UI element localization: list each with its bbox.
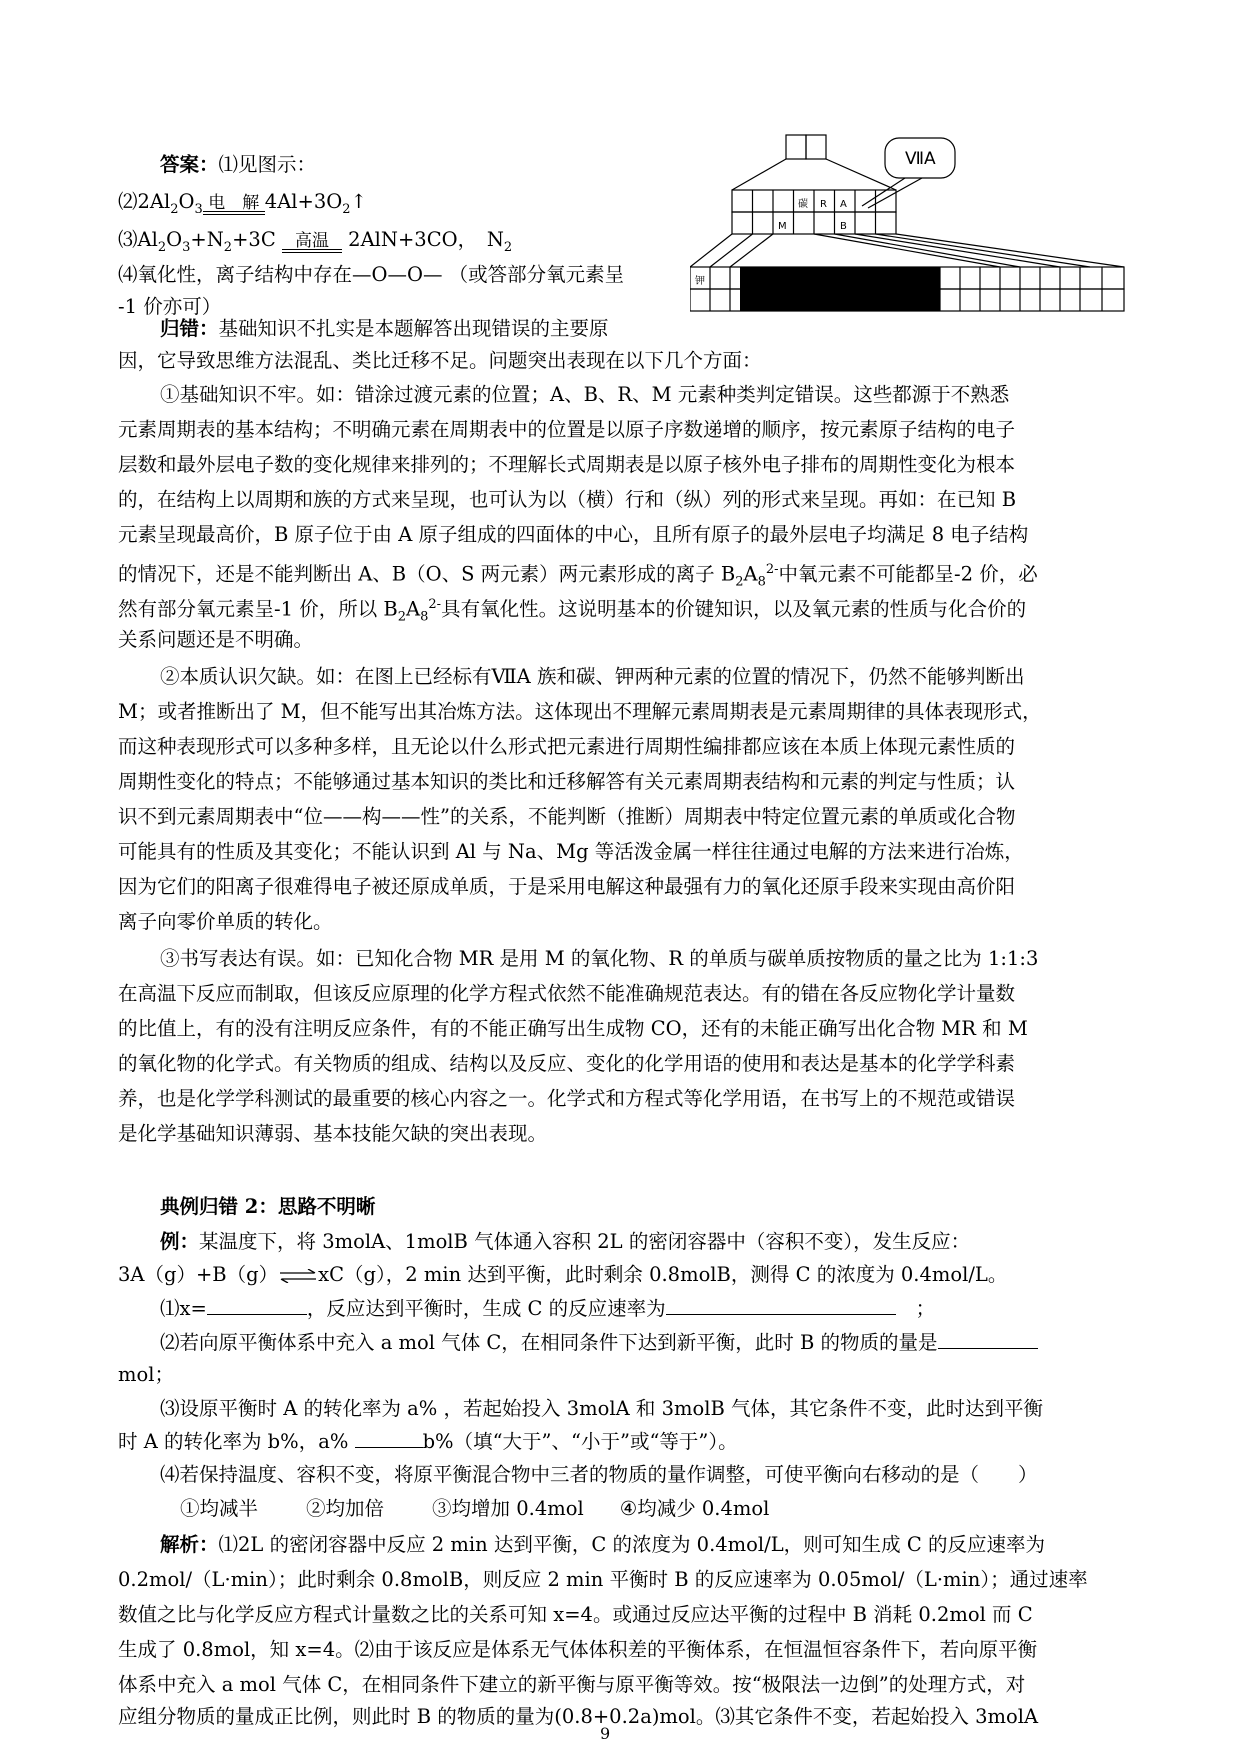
answer-line-4b: -1 价亦可） <box>118 295 222 318</box>
question-3-cont: 时 A 的转化率为 b%，a% b%（填“大于”、“小于”或“等于”）。 <box>118 1430 738 1453</box>
solution-line-3: 数值之比与化学反应方程式计量数之比的关系可知 x=4。或通过反应达平衡的过程中 B 消耗 0.2mol 而 C <box>118 1603 1033 1626</box>
example-reaction: 3A（g）+B（g） xC（g），2 min 达到平衡，此时剩余 0.8molB，测得 C 的浓度为 0.4mol/L。 <box>118 1263 1008 1286</box>
cell-m: M <box>778 221 787 232</box>
option-2: ②均加倍 <box>306 1497 385 1520</box>
options-row <box>180 1492 1190 1526</box>
solution-line-6: 应组分物质的量成正比例，则此时 B 的物质的量为(0.8+0.2a)mol。⑶其它条件不变，若起始投入 3molA <box>118 1705 1039 1728</box>
p3-line-2: 在高温下反应而制取，但该反应原理的化学方程式依然不能准确规范表达。有的错在各反应物化学计量数 <box>118 982 1016 1005</box>
p1-line-2: 元素周期表的基本结构；不明确元素在周期表中的位置是以原子序数递增的顺序，按元素原子结构的电子 <box>118 418 1016 441</box>
equation-electrolysis: $⑵2Al_2O_3$ 电 解 $4Al+3O_2↑$ <box>118 190 367 217</box>
cell-r: R <box>820 199 827 210</box>
analysis-intro: 归错：基础知识不扎实是本题解答出现错误的主要原 <box>160 317 609 340</box>
p2-line-6: 可能具有的性质及其变化；不能认识到 Al 与 Na、Mg 等活泼金属一样往往通过电解的方法来进行冶炼， <box>118 840 1024 863</box>
option-3: ③均增加 0.4mol <box>432 1497 584 1520</box>
question-1: ⑴x= ，反应达到平衡时，生成 C 的反应速率为 ； <box>160 1297 936 1320</box>
reaction-condition-hightemp: 高温 <box>282 233 342 253</box>
answer-line-4a: ⑷氧化性，离子结构中存在—O—O— （或答部分氧元素呈 <box>118 263 625 286</box>
p2-line-8: 离子向零价单质的转化。 <box>118 910 333 933</box>
p1-line-5: 元素呈现最高价，B 原子位于由 A 原子组成的四面体的中心，且所有原子的最外层电子均满足 8 电子结构 <box>118 523 1029 546</box>
solution-line-2: 0.2mol/（L·min）；此时剩余 0.8molB，则反应 2 min 平衡时 B 的反应速率为 0.05mol/（L·min）；通过速率 <box>118 1568 1088 1591</box>
p1-line-1: ①基础知识不牢。如：错涂过渡元素的位置；A、B、R、M 元素种类判定错误。这些都源于不熟悉 <box>160 383 1010 406</box>
answer-blank-2[interactable] <box>666 1296 896 1315</box>
answer-blank-3[interactable] <box>938 1330 1038 1349</box>
answer-blank-1[interactable] <box>207 1296 307 1315</box>
p1-line-8: 关系问题还是不明确。 <box>118 628 314 651</box>
example-statement: 例：某温度下，将 3molA、1molB 气体通入容积 2L 的密闭容器中（容积不变），发生反应： <box>160 1230 971 1253</box>
p1-line-3: 层数和最外层电子数的变化规律来排列的；不理解长式周期表是以原子核外电子排布的周期性变化为根本 <box>118 453 1016 476</box>
question-4: ⑷若保持温度、容积不变，将原平衡混合物中三者的物质的量作调整，可使平衡向右移动的是（ ） <box>160 1463 1038 1486</box>
p1-line-6: 的情况下，还是不能判断出 A、B（O、S 两元素）两元素形成的离子 $B_2A_8^{2-}$中氧元素不可能都呈-2 价，必 <box>118 562 1038 590</box>
question-3: ⑶设原平衡时 A 的转化率为 a% ，若起始投入 3molA 和 3molB 气体，其它条件不变，此时达到平衡 <box>160 1397 1043 1420</box>
transition-block <box>740 267 940 311</box>
answer-blank-4[interactable] <box>355 1429 423 1448</box>
answer-line-1: 答案：⑴见图示： <box>160 153 317 176</box>
cell-carbon: 碳 <box>798 199 808 210</box>
question-2: ⑵若向原平衡体系中充入 a mol 气体 C，在相同条件下达到新平衡，此时 B 的物质的量是 <box>160 1326 1170 1360</box>
answer-label: 答案： <box>160 153 219 176</box>
p3-line-4: 的氧化物的化学式。有关物质的组成、结构以及反应、变化的化学用语的使用和表达是基本的化学学科素 <box>118 1052 1016 1075</box>
p2-line-7: 因为它们的阳离子很难得电子被还原成单质，于是采用电解这种最强有力的氧化还原手段来实现由高价阳 <box>118 875 1016 898</box>
periodic-table-diagram <box>690 132 1130 342</box>
cell-a: A <box>840 199 847 210</box>
p3-line-5: 养，也是化学学科测试的最重要的核心内容之一。化学式和方程式等化学用语，在书写上的不规范或错误 <box>118 1087 1016 1110</box>
page-number: 9 <box>600 1724 611 1743</box>
solution-line-4: 生成了 0.8mol，知 x=4。⑵由于该反应是体系无气体体积差的平衡体系，在恒温恒容条件下，若向原平衡 <box>118 1638 1038 1661</box>
p2-line-5: 识不到元素周期表中“位——构——性”的关系，不能判断（推断）周期表中特定位置元素的单质或化合物 <box>118 805 1016 828</box>
example-heading: 典例归错 2：思路不明晰 <box>160 1195 376 1218</box>
equation-high-temp: $⑶Al_2O_3+N_2+3C$ 高温 2AlN+3CO， $N_2$ <box>118 228 513 255</box>
p2-line-2: M；或者推断出了 M，但不能写出其冶炼方法。这体现出不理解元素周期表是元素周期律的具体表现形式， <box>118 700 1042 723</box>
option-1: ①均减半 <box>180 1497 259 1520</box>
p1-line-7: 然有部分氧元素呈-1 价，所以 $B_2A_8^{2-}$具有氧化性。这说明基本的价键知识，以及氧元素的性质与化合价的 <box>118 597 1027 625</box>
solution-line-5: 体系中充入 a mol 气体 C，在相同条件下建立的新平衡与原平衡等效。按“极限法一边倒”的处理方式，对 <box>118 1673 1026 1696</box>
p2-line-1: ②本质认识欠缺。如：在图上已经标有ⅦA 族和碳、钾两种元素的位置的情况下，仍然不能够判断出 <box>160 665 1025 688</box>
cell-b: B <box>840 221 847 232</box>
solution-line-1: 解析：⑴2L 的密闭容器中反应 2 min 达到平衡，C 的浓度为 0.4mol/L，则可知生成 C 的反应速率为 <box>160 1533 1045 1556</box>
p2-line-4: 周期性变化的特点；不能够通过基本知识的类比和迁移解答有关元素周期表结构和元素的判定与性质；认 <box>118 770 1016 793</box>
p3-line-3: 的比值上，有的没有注明反应条件，有的不能正确写出生成物 CO，还有的未能正确写出化合物 MR 和 M <box>118 1017 1028 1040</box>
p3-line-6: 是化学基础知识薄弱、基本技能欠缺的突出表现。 <box>118 1122 548 1145</box>
equilibrium-arrow-icon <box>278 1269 318 1283</box>
group-label: ⅦA <box>905 149 936 169</box>
reaction-condition: 电 解 <box>203 195 265 215</box>
p2-line-3: 而这种表现形式可以多种多样，且无论以什么形式把元素进行周期性编排都应该在本质上体现元素性质的 <box>118 735 1016 758</box>
question-2-unit: mol； <box>118 1363 174 1386</box>
cell-potassium: 钾 <box>695 276 705 287</box>
option-4: ④均减少 0.4mol <box>619 1497 770 1520</box>
analysis-intro-2: 因，它导致思维方法混乱、类比迁移不足。问题突出表现在以下几个方面： <box>118 349 762 372</box>
p1-line-4: 的，在结构上以周期和族的方式来呈现，也可认为以（横）行和（纵）列的形式来呈现。再如：在已知 B <box>118 488 1017 511</box>
p3-line-1: ③书写表达有误。如：已知化合物 MR 是用 M 的氧化物、R 的单质与碳单质按物质的量之比为 1:1:3 <box>160 947 1039 970</box>
